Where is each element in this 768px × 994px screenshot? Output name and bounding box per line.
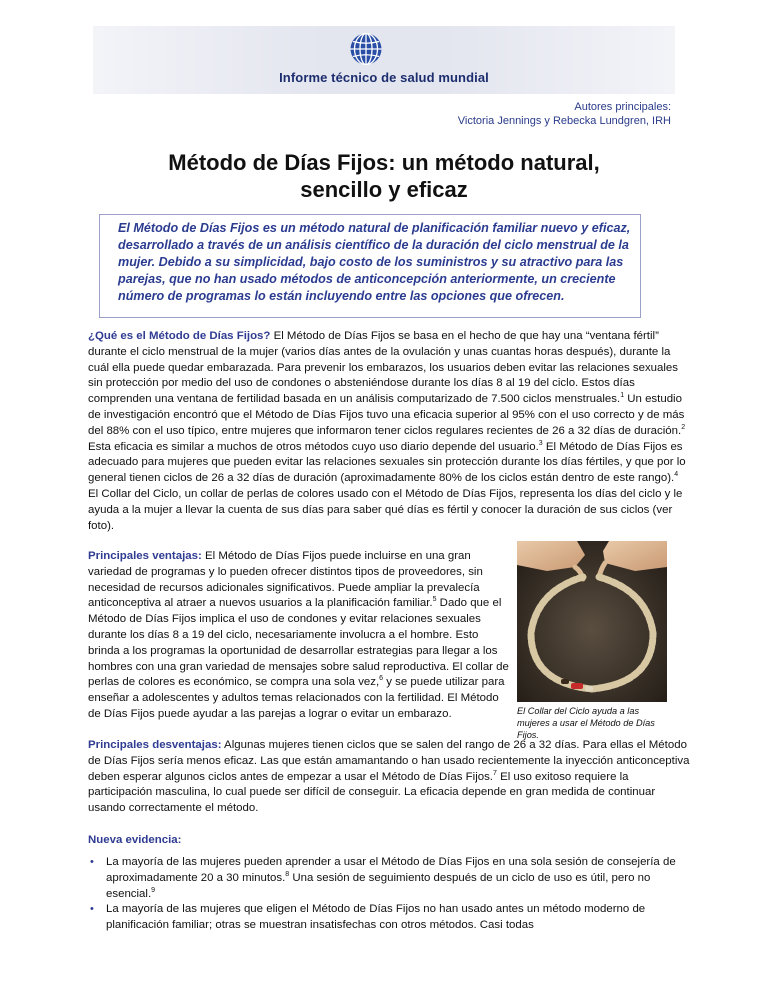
cycle-beads-photo — [517, 541, 667, 702]
authors-label: Autores principales: — [574, 101, 671, 113]
footnote-ref: 3 — [538, 439, 543, 447]
document-title — [100, 149, 668, 203]
section-text: El Método de Días Fijos es adecuado para mujeres que pueden evitar las relaciones sexuales sin protección durante los días fértiles, y que por lo general tienen ciclos de 26 a 32 días de duración (aproximadamente 80% de los ciclos están dentro de este rango). — [88, 440, 686, 485]
header-banner — [93, 26, 675, 94]
evidence-list — [88, 855, 688, 934]
authors-block — [458, 100, 671, 128]
section-text: Algunas mujeres tienen ciclos que se salen del rango de 26 a 32 días. Para ellas el Método de Días Fijos sería menos eficaz. Las que están amamantando o han usado recientemente la inyección anticonceptiva deben esperar algunos ciclos antes de empezar a usar el Método de Días Fijos. — [88, 739, 690, 783]
section-new-evidence — [88, 833, 691, 849]
section-new-evidence-heading: Nueva evidencia: — [88, 834, 182, 846]
authors-names: Victoria Jennings y Rebecka Lundgren, IRH — [457, 115, 671, 127]
list-item — [88, 855, 688, 902]
footnote-ref: 6 — [379, 675, 384, 683]
footnote-ref: 2 — [681, 423, 686, 431]
section-text: y se puede utilizar para enseñar a adolescentes y adultos temas relacionados con la fertilidad. El Método de Días Fijos puede ayudar a las parejas a lograr o evitar un embarazo. — [88, 676, 505, 720]
footnote-ref: 4 — [674, 471, 679, 479]
globe-logo-icon — [349, 32, 383, 66]
footnote-ref: 9 — [151, 886, 156, 894]
section-advantages — [88, 549, 513, 723]
section-disadvantages — [88, 738, 691, 817]
section-text: Esta eficacia es similar a muchos de otros métodos cuyo uso diario depende del usuario. — [88, 440, 539, 453]
photo-caption: El Collar del Ciclo ayuda a las mujeres a usar el Método de Días Fijos. — [517, 706, 655, 740]
list-item — [88, 902, 688, 934]
footnote-ref: 8 — [285, 870, 290, 878]
bullet-icon: • — [90, 856, 94, 868]
section-what-is — [88, 329, 691, 534]
list-item-text: Una sesión de seguimiento después de un ciclo de uso es útil, pero no esencial. — [106, 871, 651, 900]
section-text: Un estudio de investigación encontró que el Método de Días Fijos tuvo una eficacia superior al 95% con el uso correcto y de más del 88% con el uso típico, entre mujeres que informaron tener ciclos regulares recientes de 26 a 32 días de duración. — [88, 393, 685, 437]
section-text: El uso exitoso requiere la participación masculina, lo cual puede ser difícil de conseguir. La eficacia depende en gran medida de continuar usando correctamente el método. — [88, 770, 656, 815]
section-advantages-heading: Principales ventajas: — [88, 550, 202, 562]
section-what-is-heading: ¿Qué es el Método de Días Fijos? — [88, 330, 271, 342]
list-item-text: La mayoría de las mujeres pueden aprender a usar el Método de Días Fijos en una sola sesión de consejería de aproximadamente 20 a 30 minutos. — [106, 856, 676, 884]
footnote-ref: 7 — [493, 769, 497, 777]
title-line-2: sencillo y eficaz — [300, 177, 468, 202]
section-disadvantages-heading: Principales desventajas: — [88, 739, 222, 751]
banner-title: Informe técnico de salud mundial — [279, 70, 489, 85]
title-line-1: Método de Días Fijos: un método natural, — [168, 150, 600, 175]
footnote-ref: 5 — [432, 596, 437, 604]
section-text: El Collar del Ciclo, un collar de perlas de colores usado con el Método de Días Fijos, representa los días del ciclo y le ayuda a la mujer a llevar la cuenta de sus días para saber qué días es fértil y conocer la duración de sus ciclos (ver foto). — [88, 487, 683, 532]
section-text: El Método de Días Fijos puede incluirse en una gran variedad de programas y lo pueden ofrecer distintos tipos de proveedores, sin necesidad de recursos adicionales significativos. Puede ampliar la prevalecía anticonceptiva al atraer a nuevos usuarios a la planificación familiar. — [88, 550, 483, 610]
section-text: El Método de Días Fijos se basa en el hecho de que hay una “ventana fértil” durante el ciclo menstrual de la mujer (varios días antes de la ovulación y unas cuantas horas después), durante la cuál ella puede quedar embarazada. Para prevenir los embarazos, los usuarios deben evitar las relaciones sexuales sin protección por medio del uso de condones o absteniéndose durante los días 8 al 19 del ciclo. Estos días comprenden una ventana de fertilidad basada en un análisis computarizado de 7.500 ciclos menstruales. — [88, 330, 679, 406]
footnote-ref: 1 — [620, 392, 625, 400]
list-item-text: La mayoría de las mujeres que eligen el Método de Días Fijos no han usado antes un método moderno de planificación familiar; otras se muestran insatisfechas con otros métodos. Casi todas — [106, 903, 646, 932]
cycle-beads-illustration — [517, 541, 667, 702]
bullet-icon: • — [90, 903, 94, 916]
abstract-text: El Método de Días Fijos es un método natural de planificación familiar nuevo y eficaz, desarrollado a través de un análisis científico de la duración del ciclo menstrual de la mujer. Debido a su simplicidad, bajo costo de los suministros y su atractivo para las parejas, que no han usado métodos de anticoncepción anteriormente, un creciente número de programas lo están incluyendo entre las opciones que ofrecen. — [118, 221, 631, 303]
abstract-box — [99, 214, 641, 318]
section-text: Dado que el Método de Días Fijos implica el uso de condones y evitar relaciones sexuales durante los días 8 a 19 del ciclo, necesariamente involucra a el hombre. Esto brinda a los programas la oportunidad de desarrollar estrategias para llegar a los hombres con una gran variedad de mensajes sobre salud reproductiva. El collar de perlas de colores es económico, se compra una sola vez, — [88, 597, 509, 689]
